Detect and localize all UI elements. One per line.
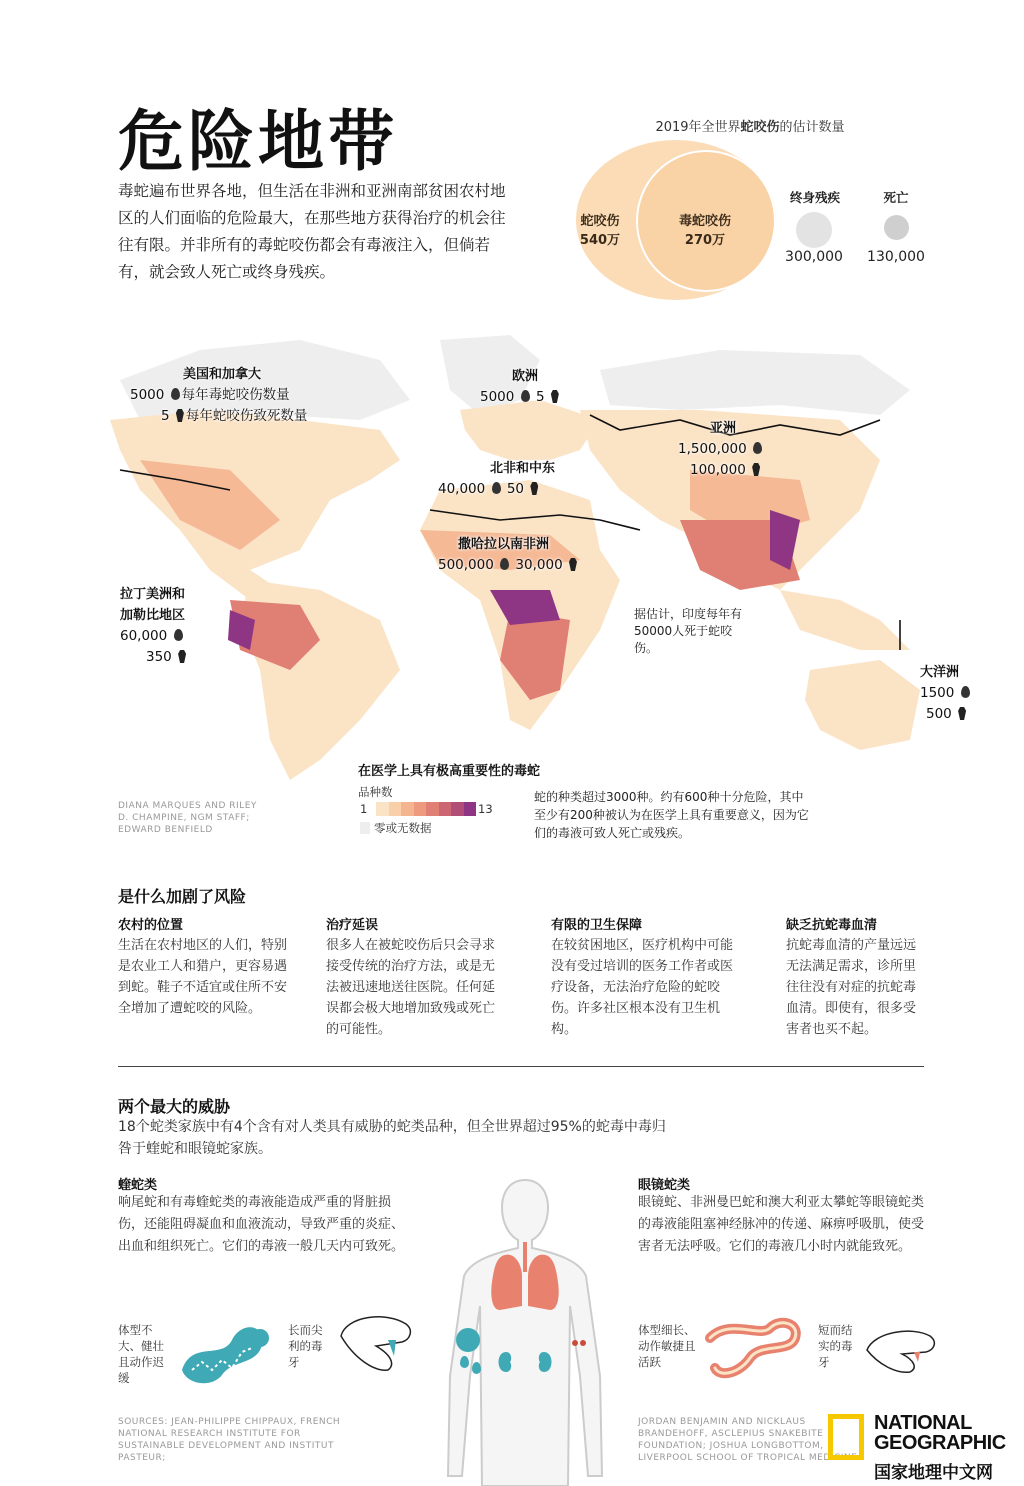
cobra-fang [914,1352,920,1362]
disability-value: 300,000 [785,249,843,265]
venomous-bite-label: 毒蛇咬伤 270万 [678,214,731,248]
cobra-fang-note: 短而结实的毒牙 [818,1323,853,1369]
europe-shape [460,400,600,460]
viper-head-shape [341,1317,410,1370]
legend-min: 1 [360,802,368,816]
legend-swatch [414,802,427,816]
southeast-asia-shape [780,590,910,650]
bite-drop-icon [492,482,501,494]
region-mena: 北非和中东 40,000 50 [438,461,556,497]
legend-swatch [426,802,439,816]
coffin-icon [958,707,966,720]
cobra-head-illustration [862,1316,942,1376]
cobra-head-shape [867,1331,934,1372]
nerve-dot-icon [572,1340,578,1346]
natgeo-logo [828,1412,1024,1482]
species-note: 蛇的种类超过3000种。约有600种十分危险，其中至少有200种被认为在医学上具有重要意义，因为它们的毒液可致人死亡或残疾。 [534,790,809,840]
viper-fang-note: 长而尖利的毒牙 [288,1323,323,1369]
region-latam: 拉丁美洲和 加勒比地区 60,000 350 [120,587,186,665]
bite-drop-icon [961,686,970,698]
legend-nodata-swatch [360,822,370,834]
viper-body-note: 体型不大、健壮且动作迟缓 [118,1323,164,1385]
disability-label: 终身残疾 [789,190,840,205]
legend-swatch [439,802,452,816]
coffin-icon [569,558,577,571]
viper-illustration [172,1300,282,1390]
coffin-icon [178,650,186,663]
legend-nodata-label: 零或无数据 [374,821,432,835]
threats-heading: 两个最大的威胁 [118,1097,231,1116]
region-eu: 欧洲 5000 5 [480,366,561,408]
bite-chart-title: 2019年全世界蛇咬伤的估计数量 [655,120,845,135]
threats-intro: 18个蛇类家族中有4个含有对人类具有威胁的蛇类品种，但全世界超过95%的蛇毒中毒归咎于蝰蛇和眼镜蛇家族。 [118,1119,666,1157]
logo-yellow-frame [828,1414,864,1460]
bite-drop-icon [753,442,762,454]
australia-shape [805,660,920,750]
section-divider [118,1066,924,1067]
risk-heading: 是什么加剧了风险 [118,887,247,906]
snakebite-label: 蛇咬伤 540万 [579,214,621,248]
legend-swatch [376,802,389,816]
bite-drop-icon [500,558,509,570]
cobra-illustration [700,1308,808,1388]
cobra-text: 眼镜蛇、非洲曼巴蛇和澳大利亚太攀蛇等眼镜蛇类的毒液能阻塞神经脉冲的传递、麻痹呼吸肌，使受害者无法呼吸。它们的毒液几小时内就能致死。 [638,1195,925,1254]
legend-swatch [389,802,402,816]
logo-line3: 国家地理中文网 [874,1463,993,1483]
viper-text: 响尾蛇和有毒蝰蛇类的毒液能造成严重的肾脏损伤，还能阻碍凝血和血液流动，导致严重的炎症、出血和组织死亡。它们的毒液一般几天内可致死。 [118,1195,405,1254]
risk-item: 治疗延误 很多人在被蛇咬伤后只会寻求接受传统的治疗方法，或是无法被迅速地送往医院。任何延误都会极大地增加致残或死亡的可能性。 [326,918,496,1037]
sources-left: SOURCES: JEAN-PHILIPPE CHIPPAUX, FRENCH NATIONAL RESEARCH INSTITUTE FOR SUSTAINABLE DEVELOPMENT AND INSTITUT PASTEUR; [118,1417,341,1463]
trachea [523,1242,527,1272]
legend-scale-label: 品种数 [358,785,393,799]
coffin-icon [551,390,559,403]
india-note: 据估计，印度每年有50000人死于蛇咬伤。 [634,607,743,655]
risk-item: 缺乏抗蛇毒血清 抗蛇毒血清的产量远远无法满足需求，诊所里往往没有对症的抗蛇毒血清。即使有，很多受害者也买不起。 [786,918,917,1037]
legend-swatch [401,802,414,816]
north-america-shape [110,410,400,570]
siberia-shape [600,350,910,415]
intro-paragraph: 毒蛇遍布世界各地，但生活在非洲和亚洲南部贫困农村地区的人们面临的危险最大，在那些地方获得治疗的机会往往有限。并非所有的毒蛇咬伤都会有毒液注入，但倘若有，就会致人死亡或终身残疾。 [118,182,506,281]
nerve-dot-icon [580,1340,586,1346]
viper-fang [388,1340,396,1356]
region-oce: 大洋洲 1500 500 [920,662,972,725]
region-asia: 亚洲 1,500,000 100,000 [678,418,764,481]
legend-color-bar [376,802,476,816]
blood-drop-icon [472,1362,481,1374]
cobra-title: 眼镜蛇类 [638,1178,691,1193]
bite-drop-icon [174,629,183,641]
cobra-body-note: 体型细长、动作敏捷且活跃 [638,1323,696,1369]
bite-drop-icon [171,388,180,400]
legend-title: 在医学上具有极高重要性的毒蛇 [358,764,541,779]
map-credit: DIANA MARQUES AND RILEY D. CHAMPINE, NGM STAFF; EDWARD BENFIELD [118,801,257,835]
sources-right: JORDAN BENJAMIN AND NICKLAUS BRANDEHOFF, ASCLEPIUS SNAKEBITE FOUNDATION; JOSHUA LONGBOTTOM, LIVERPOOL SCHOOL OF TROPICAL MEDICINE [638,1417,858,1463]
coffin-icon [530,482,538,495]
viper-title: 蝰蛇类 [118,1178,158,1193]
viper-head [251,1329,269,1347]
legend-swatch [464,802,477,816]
region-ssa: 撒哈拉以南非洲 500,000 30,000 [438,534,579,576]
coffin-icon [176,409,184,422]
logo-line2: GEOGRAPHIC [874,1432,1006,1454]
disability-circle [796,212,832,248]
coffin-icon [752,463,760,476]
legend-max: 13 [478,802,493,816]
logo-line1: NATIONAL [874,1412,972,1434]
region-na: 美国和加拿大 5000 每年毒蛇咬伤数量 5 每年蛇咬伤致死数量 [130,367,308,424]
risk-item: 农村的位置 生活在农村地区的人们，特别是农业工人和猎户，更容易遇到蛇。鞋子不适宜或住所不安全增加了遭蛇咬的风险。 [118,918,288,1016]
death-label: 死亡 [883,190,909,205]
blood-drop-icon [460,1356,469,1368]
death-value: 130,000 [867,249,925,265]
viper-body [182,1327,263,1383]
blood-cell-icon [456,1328,480,1352]
page-title: 危险地带 [118,102,398,180]
bite-drop-icon [521,390,530,402]
risk-item: 有限的卫生保障 在较贫困地区，医疗机构中可能没有受过培训的医务工作者或医疗设备，无法治疗危险的蛇咬伤。许多社区根本没有卫生机构。 [551,918,734,1037]
legend-swatch [451,802,464,816]
death-circle [884,215,909,240]
viper-head-illustration [336,1306,416,1376]
cobra-stripe [710,1323,796,1373]
